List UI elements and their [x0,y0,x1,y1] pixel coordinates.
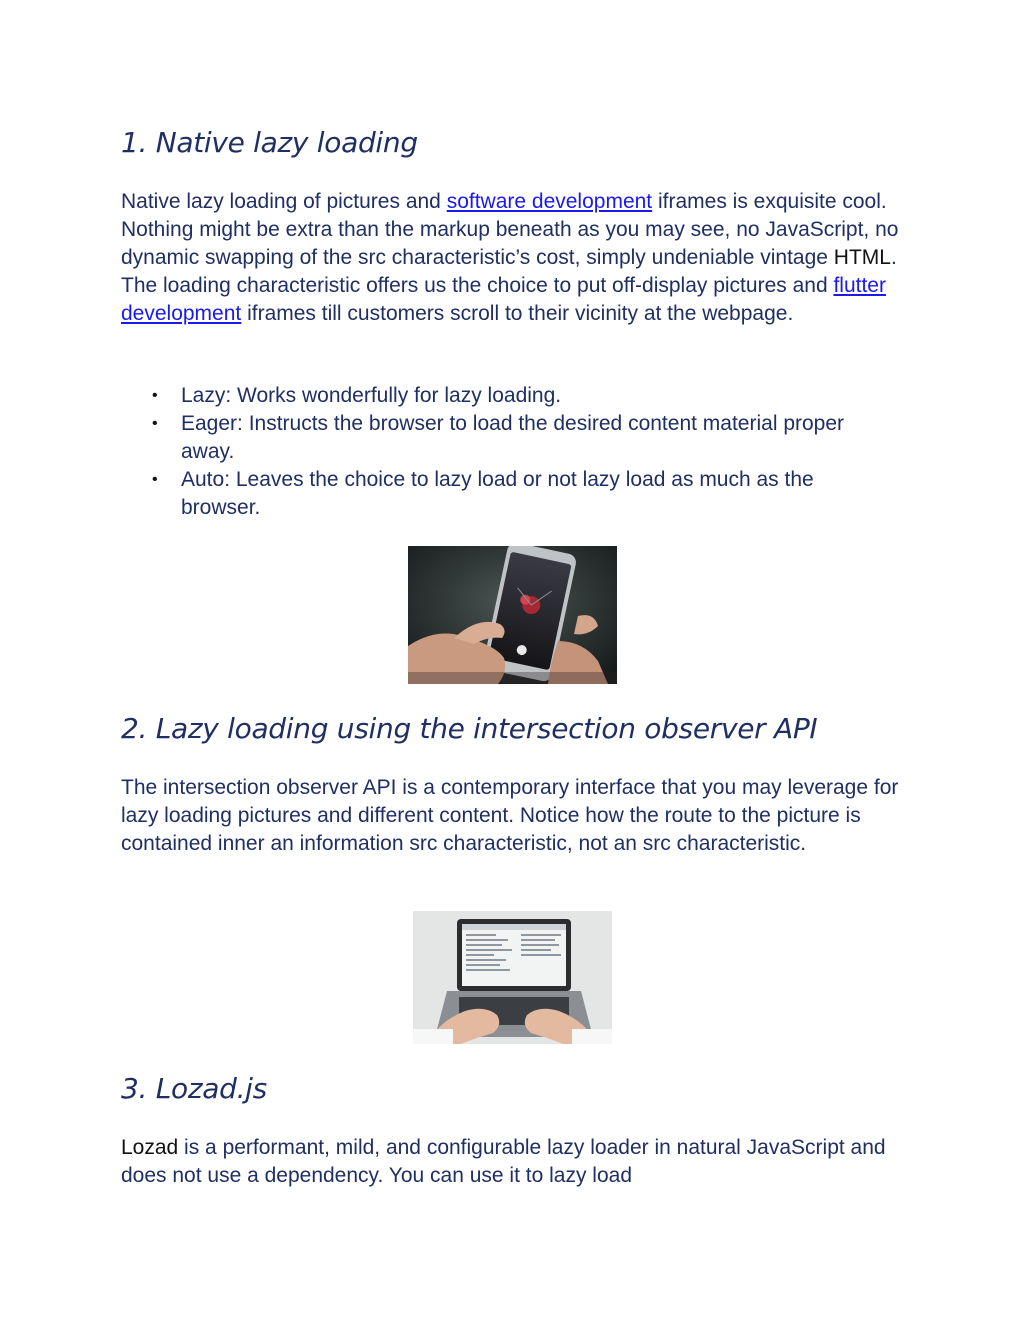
phone-photo [408,546,617,684]
loading-options-list [121,382,891,522]
section-2-paragraph: The intersection observer API is a contemporary interface that you may leverage for lazy loading pictures and different content. Notice how the route to the picture is contained inner an information src characteristic, not an src characteristic. [121,776,899,855]
flutter-development-link[interactable]: flutter development [121,274,886,325]
section-1-text-4: iframes till customers scroll to their vicinity at the webpage. [241,302,794,325]
section-1-paragraph [121,188,911,328]
bullet-icon: • [152,415,158,432]
list-item [121,466,891,522]
list-item [121,382,891,410]
laptop-photo [413,911,612,1044]
html-word: HTML [833,246,891,269]
laptop-photo-illustration [413,911,612,1044]
list-item [121,410,891,466]
section-1-heading: 1. Native lazy loading [121,126,418,159]
phone-photo-illustration [408,546,617,684]
list-item-text: Lazy: Works wonderfully for lazy loading. [181,384,562,407]
section-3-heading: 3. Lozad.js [121,1072,267,1105]
section-1-text-2: iframes is exquisite cool. Nothing might be extra than the markup beneath as you may see, no JavaScript, no dynamic swapping of the src characteristic’s cost, simply undeniable vintage [121,190,899,269]
section-2-heading: 2. Lazy loading using the intersection observer API [121,712,818,745]
list-item-text: Eager: Instructs the browser to load the desired content material proper away. [181,412,845,463]
section-1-text-3: . The loading characteristic offers us the choice to put off-display pictures and [121,246,897,297]
bullet-icon: • [152,471,158,488]
section-3-paragraph [121,1134,911,1190]
section-3-text: is a performant, mild, and configurable lazy loader in natural JavaScript and does not use a dependency. You can use it to lazy load [121,1136,886,1187]
list-item-text: Auto: Leaves the choice to lazy load or not lazy load as much as the browser. [181,468,814,519]
software-development-link[interactable]: software development [446,190,653,213]
lozad-word: Lozad [121,1136,179,1159]
bullet-icon: • [152,387,158,404]
section-1-text-1: Native lazy loading of pictures and [121,190,447,213]
